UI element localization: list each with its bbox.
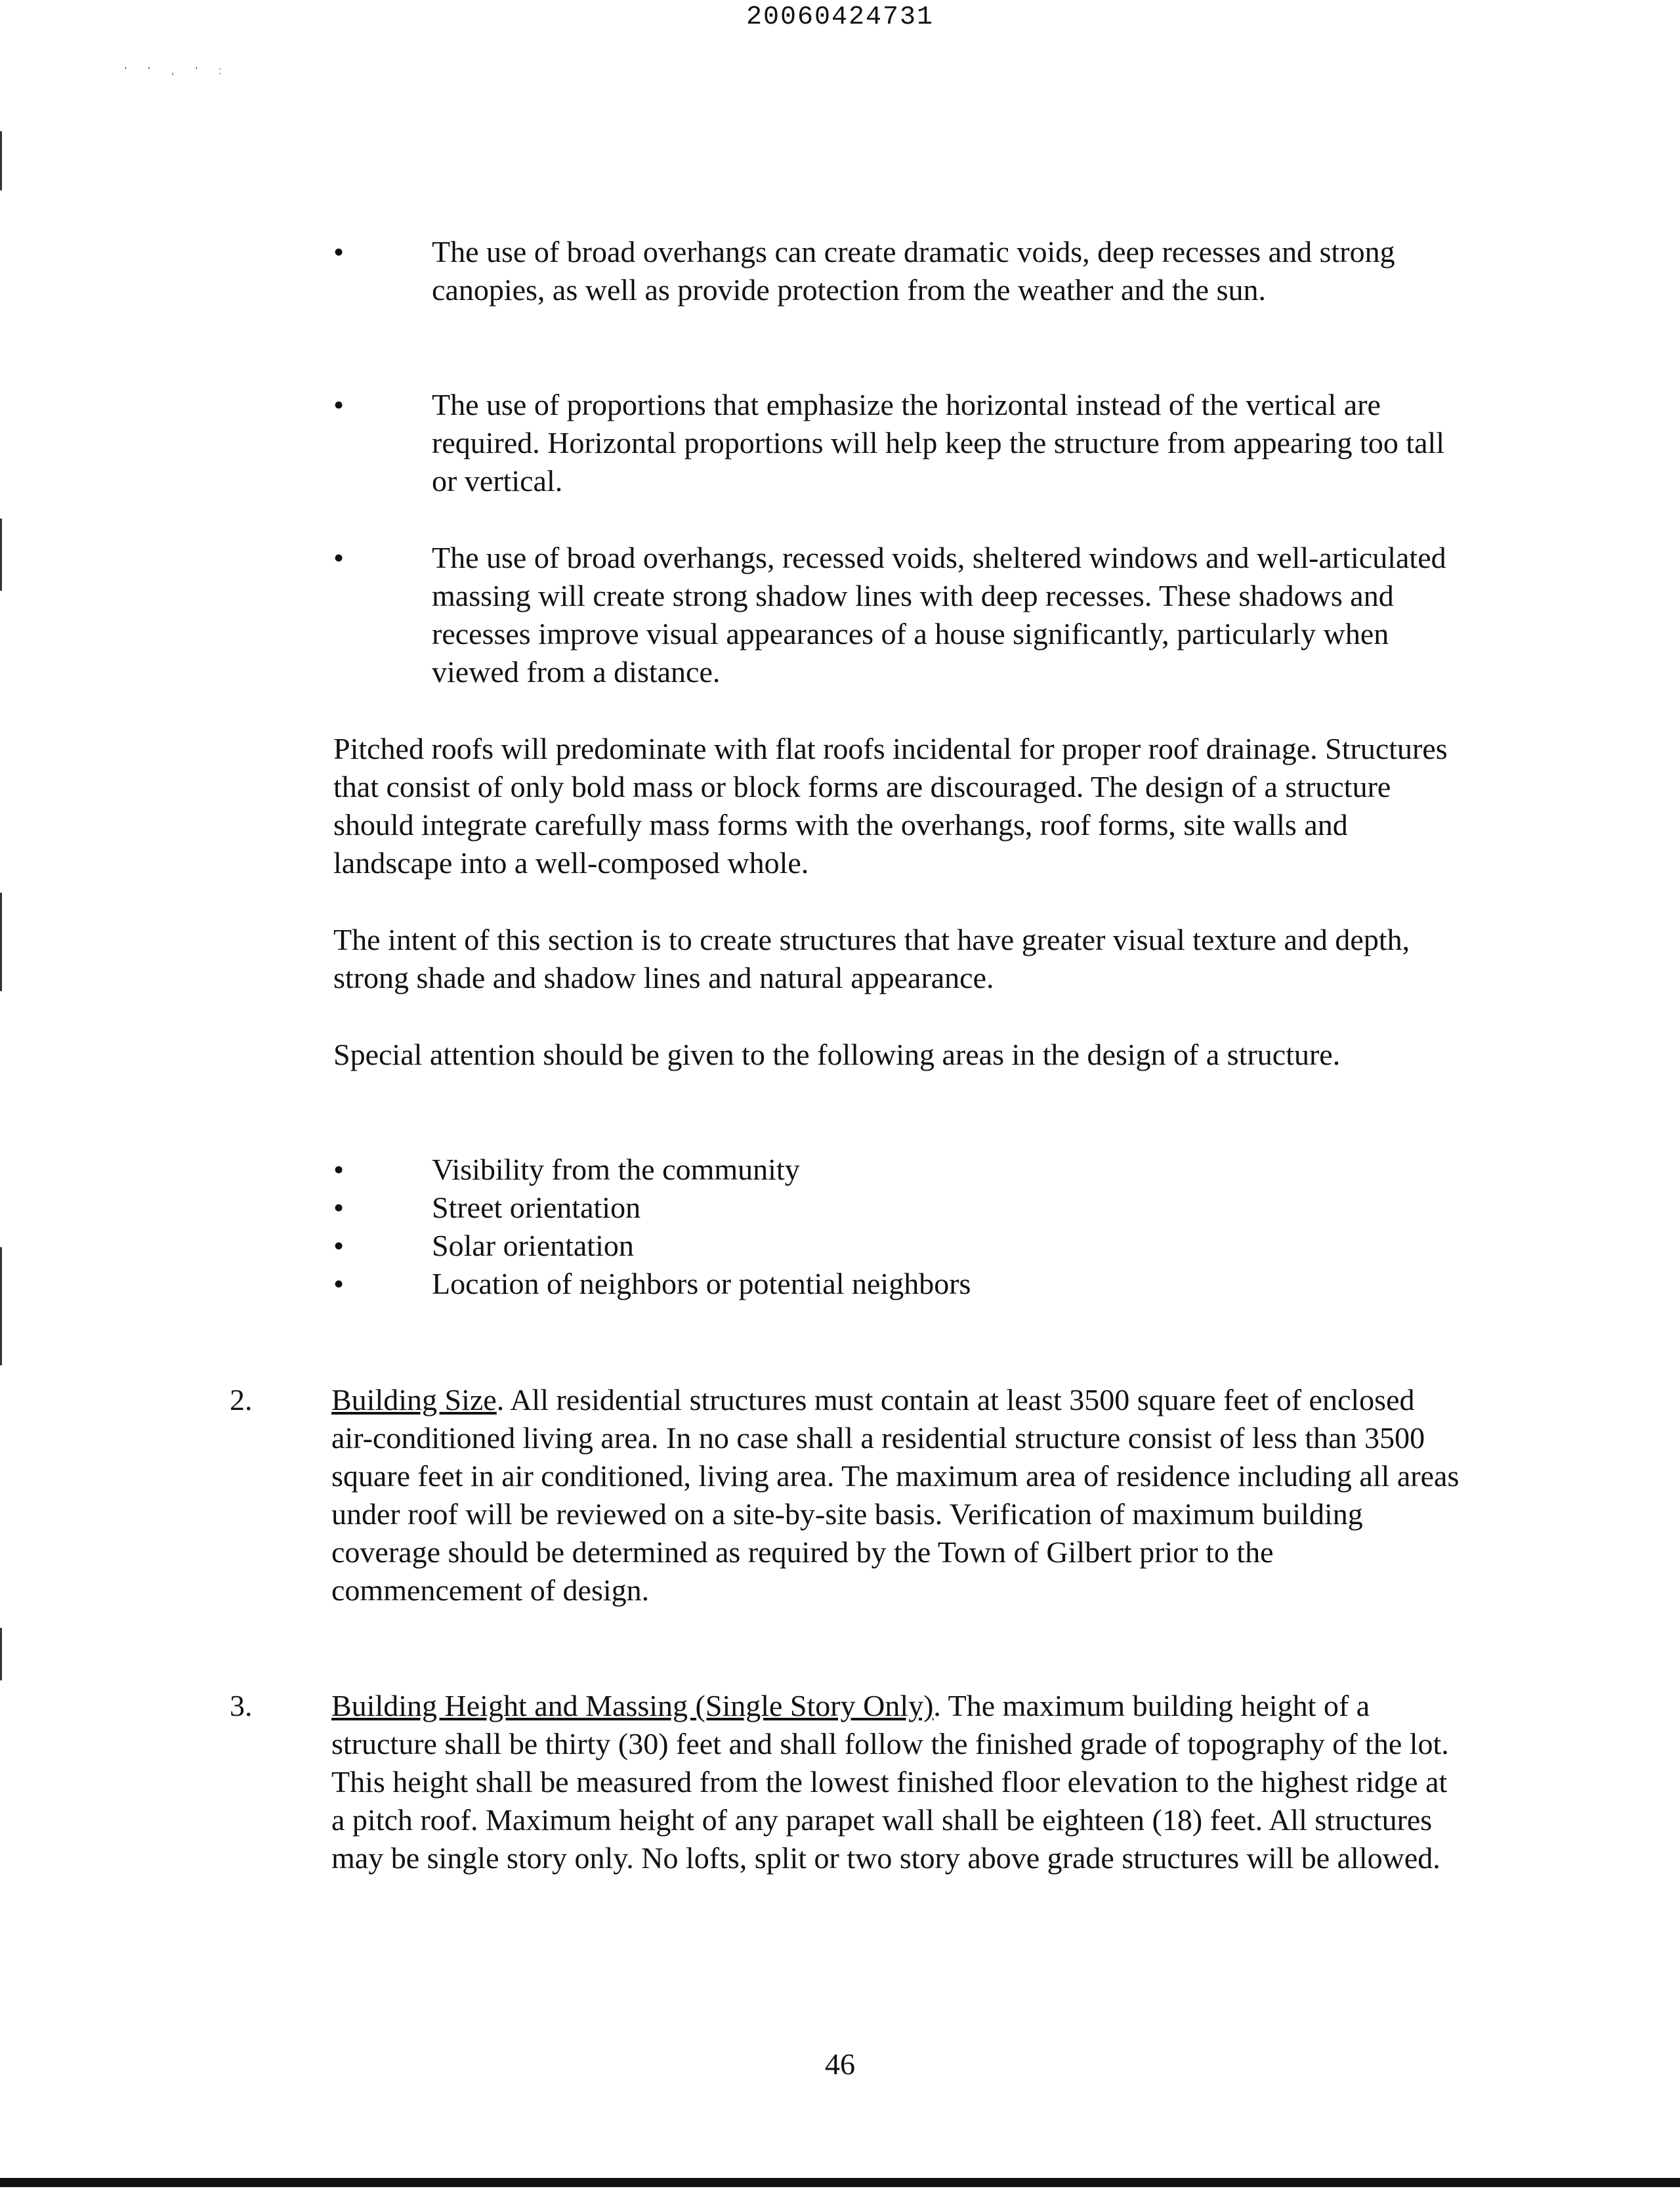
list-item	[333, 1151, 1449, 1189]
document-id: 20060424731	[746, 3, 934, 32]
bullet-symbol: •	[333, 1191, 345, 1224]
bullet-symbol: •	[333, 541, 345, 574]
scan-marks: ' ' , ' :	[125, 66, 231, 77]
section-heading: Building Size	[331, 1383, 497, 1417]
attention-areas-list	[333, 1151, 1449, 1303]
left-edge-mark	[0, 1247, 2, 1365]
list-item-label: Solar orientation	[432, 1229, 634, 1262]
list-item-label: Street orientation	[432, 1191, 641, 1224]
bullet-symbol: •	[333, 1267, 345, 1300]
page-number: 46	[825, 2047, 855, 2081]
bullet-text: The use of proportions that emphasize the horizontal instead of the vertical are required. Horizontal proportions will help keep the structure from appearing too tall or vertical.	[432, 388, 1445, 498]
section-body	[331, 1687, 1460, 1877]
section-body	[331, 1381, 1460, 1609]
left-edge-mark	[0, 131, 2, 190]
section-text: . The maximum building height of a structure shall be thirty (30) feet and shall follow the finished grade of topography of the lot. This height shall be measured from the lowest finished floor elevation to the highest ridge at a pitch roof. Maximum height of any parapet wall shall be eighteen (18) feet. All structures may be single story only. No lofts, split or two story above grade structures will be allowed.	[331, 1689, 1449, 1875]
section-number: 3.	[230, 1689, 253, 1722]
bullet-text: The use of broad overhangs can create dramatic voids, deep recesses and strong canopies, as well as provide protection from the weather and the sun.	[432, 235, 1395, 307]
bullet-symbol: •	[333, 1229, 345, 1262]
left-edge-mark	[0, 893, 2, 991]
bullet-symbol: •	[333, 235, 345, 268]
bullet-text: The use of broad overhangs, recessed voids, sheltered windows and well-articulated massing will create strong shadow lines with deep recesses. These shadows and recesses improve visual appearances of a house significantly, particularly when viewed from a distance.	[432, 541, 1446, 689]
paragraph-pitched-roofs: Pitched roofs will predominate with flat roofs incidental for proper roof drainage. Structures that consist of only bold mass or block forms are discouraged. The design of a structure should integrate carefully mass forms with the overhangs, roof forms, site walls and landscape into a well-composed whole.	[333, 732, 1448, 880]
list-item	[333, 1189, 1449, 1227]
bullet-symbol: •	[333, 1153, 345, 1186]
list-item-label: Location of neighbors or potential neighbors	[432, 1267, 971, 1300]
bullet-symbol: •	[333, 388, 345, 421]
paragraph-intent: The intent of this section is to create structures that have greater visual texture and depth, strong shade and shadow lines and natural appearance.	[333, 923, 1410, 994]
left-edge-mark	[0, 519, 2, 591]
section-heading: Building Height and Massing (Single Story Only)	[331, 1689, 934, 1722]
section-number: 2.	[230, 1383, 253, 1417]
section-text: . All residential structures must contain at least 3500 square feet of enclosed air-conditioned living area. In no case shall a residential structure consist of less than 3500 square feet in air conditioned, living area. The maximum area of residence including all areas under roof will be reviewed on a site-by-site basis. Verification of maximum building coverage should be determined as required by the Town of Gilbert prior to the commencement of design.	[331, 1383, 1460, 1607]
paragraph-special-attention: Special attention should be given to the following areas in the design of a structure.	[333, 1038, 1341, 1071]
left-edge-mark	[0, 1628, 2, 1680]
list-item	[333, 1227, 1449, 1265]
list-item	[333, 1265, 1449, 1303]
list-item-label: Visibility from the community	[432, 1153, 800, 1186]
bottom-border	[0, 2178, 1680, 2187]
